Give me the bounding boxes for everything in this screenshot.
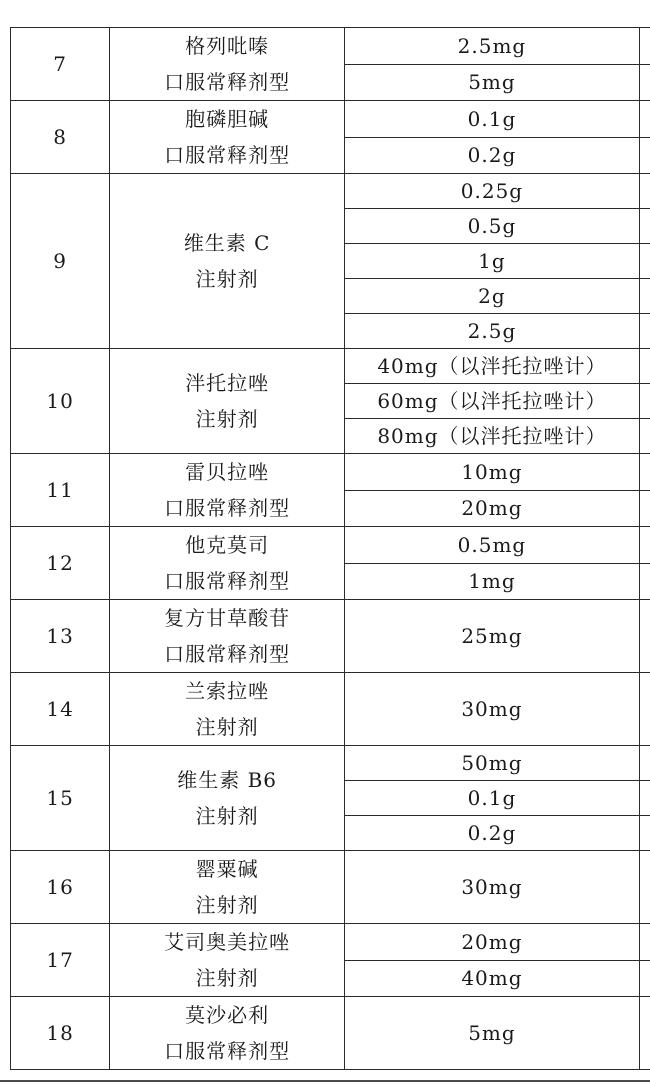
- specification-cell: 40mg（以泮托拉唑计）: [345, 349, 640, 384]
- specification-cell: 0.1g: [345, 781, 640, 816]
- specification-cell: 0.1g: [345, 101, 640, 138]
- specification-cell: 80mg（以泮托拉唑计）: [345, 419, 640, 454]
- row-number-cell: 14: [11, 673, 110, 746]
- truncated-column-cell: [639, 137, 650, 174]
- truncated-column-cell: [639, 816, 650, 851]
- drug-name: 艾司奥美拉唑: [164, 930, 291, 954]
- truncated-column-cell: [639, 997, 650, 1070]
- truncated-column-cell: [639, 279, 650, 314]
- drug-table-body: [11, 28, 650, 1070]
- drug-name: 维生素 B6: [177, 768, 278, 792]
- drug-name: 格列吡嗪: [185, 34, 270, 58]
- specification-cell: 0.5mg: [345, 527, 640, 564]
- truncated-column-cell: [639, 781, 650, 816]
- table-row: [11, 851, 650, 924]
- drug-name-cell: [110, 527, 345, 600]
- dosage-form: 口服常释剂型: [164, 1039, 291, 1063]
- truncated-column-cell: [639, 174, 650, 209]
- drug-name-cell: [110, 28, 345, 101]
- specification-cell: 2.5mg: [345, 28, 640, 65]
- drug-name: 他克莫司: [185, 533, 270, 557]
- table-row: [11, 746, 650, 781]
- drug-name-cell: [110, 454, 345, 527]
- drug-table-container: [10, 27, 650, 1077]
- dosage-form: 注射剂: [195, 267, 259, 291]
- specification-cell: 20mg: [345, 490, 640, 527]
- specification-cell: 10mg: [345, 454, 640, 491]
- dosage-form: 口服常释剂型: [164, 70, 291, 94]
- specification-cell: 1mg: [345, 563, 640, 600]
- row-number-cell: 15: [11, 746, 110, 851]
- dosage-form: 口服常释剂型: [164, 143, 291, 167]
- table-row: [11, 527, 650, 564]
- page-bottom-rule: [0, 1080, 650, 1082]
- drug-name-cell: [110, 600, 345, 673]
- table-row: [11, 454, 650, 491]
- table-row: [11, 997, 650, 1070]
- truncated-column-cell: [639, 600, 650, 673]
- drug-name: 莫沙必利: [185, 1003, 270, 1027]
- truncated-column-cell: [639, 746, 650, 781]
- truncated-column-cell: [639, 673, 650, 746]
- truncated-column-cell: [639, 960, 650, 997]
- truncated-column-cell: [639, 314, 650, 349]
- row-number-cell: 12: [11, 527, 110, 600]
- specification-cell: 30mg: [345, 673, 640, 746]
- dosage-form: 口服常释剂型: [164, 642, 291, 666]
- truncated-column-cell: [639, 419, 650, 454]
- drug-name-cell: [110, 924, 345, 997]
- row-number-cell: 8: [11, 101, 110, 174]
- specification-cell: 60mg（以泮托拉唑计）: [345, 384, 640, 419]
- drug-name: 泮托拉唑: [185, 371, 270, 395]
- specification-cell: 5mg: [345, 64, 640, 101]
- drug-name: 雷贝拉唑: [185, 460, 270, 484]
- dosage-form: 注射剂: [195, 715, 259, 739]
- specification-cell: 1g: [345, 244, 640, 279]
- truncated-column-cell: [639, 454, 650, 491]
- dosage-form: 注射剂: [195, 966, 259, 990]
- dosage-form: 口服常释剂型: [164, 496, 291, 520]
- table-row: [11, 349, 650, 384]
- table-row: [11, 174, 650, 209]
- truncated-column-cell: [639, 490, 650, 527]
- row-number-cell: 10: [11, 349, 110, 454]
- truncated-column-cell: [639, 244, 650, 279]
- specification-cell: 0.2g: [345, 137, 640, 174]
- row-number-cell: 17: [11, 924, 110, 997]
- table-row: [11, 600, 650, 673]
- truncated-column-cell: [639, 64, 650, 101]
- specification-cell: 20mg: [345, 924, 640, 961]
- specification-cell: 25mg: [345, 600, 640, 673]
- row-number-cell: 16: [11, 851, 110, 924]
- drug-name-cell: [110, 349, 345, 454]
- truncated-column-cell: [639, 924, 650, 961]
- drug-name: 兰索拉唑: [185, 679, 270, 703]
- truncated-column-cell: [639, 101, 650, 138]
- truncated-column-cell: [639, 28, 650, 65]
- table-row: [11, 673, 650, 746]
- truncated-column-cell: [639, 384, 650, 419]
- specification-cell: 0.2g: [345, 816, 640, 851]
- table-row: [11, 924, 650, 961]
- table-row: [11, 101, 650, 138]
- drug-name: 复方甘草酸苷: [164, 606, 291, 630]
- truncated-column-cell: [639, 209, 650, 244]
- specification-cell: 2g: [345, 279, 640, 314]
- table-row: [11, 28, 650, 65]
- row-number-cell: 7: [11, 28, 110, 101]
- specification-cell: 30mg: [345, 851, 640, 924]
- drug-name-cell: [110, 997, 345, 1070]
- specification-cell: 40mg: [345, 960, 640, 997]
- specification-cell: 2.5g: [345, 314, 640, 349]
- dosage-form: 注射剂: [195, 407, 259, 431]
- dosage-form: 口服常释剂型: [164, 569, 291, 593]
- drug-name-cell: [110, 851, 345, 924]
- drug-name: 胞磷胆碱: [185, 107, 270, 131]
- specification-cell: 0.25g: [345, 174, 640, 209]
- truncated-column-cell: [639, 851, 650, 924]
- specification-cell: 50mg: [345, 746, 640, 781]
- drug-name: 罂粟碱: [195, 857, 259, 881]
- dosage-form: 注射剂: [195, 804, 259, 828]
- row-number-cell: 13: [11, 600, 110, 673]
- drug-name: 维生素 C: [183, 231, 271, 255]
- dosage-form: 注射剂: [195, 893, 259, 917]
- drug-name-cell: [110, 746, 345, 851]
- specification-cell: 0.5g: [345, 209, 640, 244]
- drug-name-cell: [110, 673, 345, 746]
- truncated-column-cell: [639, 563, 650, 600]
- drug-name-cell: [110, 174, 345, 349]
- row-number-cell: 9: [11, 174, 110, 349]
- specification-cell: 5mg: [345, 997, 640, 1070]
- truncated-column-cell: [639, 527, 650, 564]
- drug-name-cell: [110, 101, 345, 174]
- row-number-cell: 11: [11, 454, 110, 527]
- drug-table: [10, 27, 650, 1070]
- truncated-column-cell: [639, 349, 650, 384]
- row-number-cell: 18: [11, 997, 110, 1070]
